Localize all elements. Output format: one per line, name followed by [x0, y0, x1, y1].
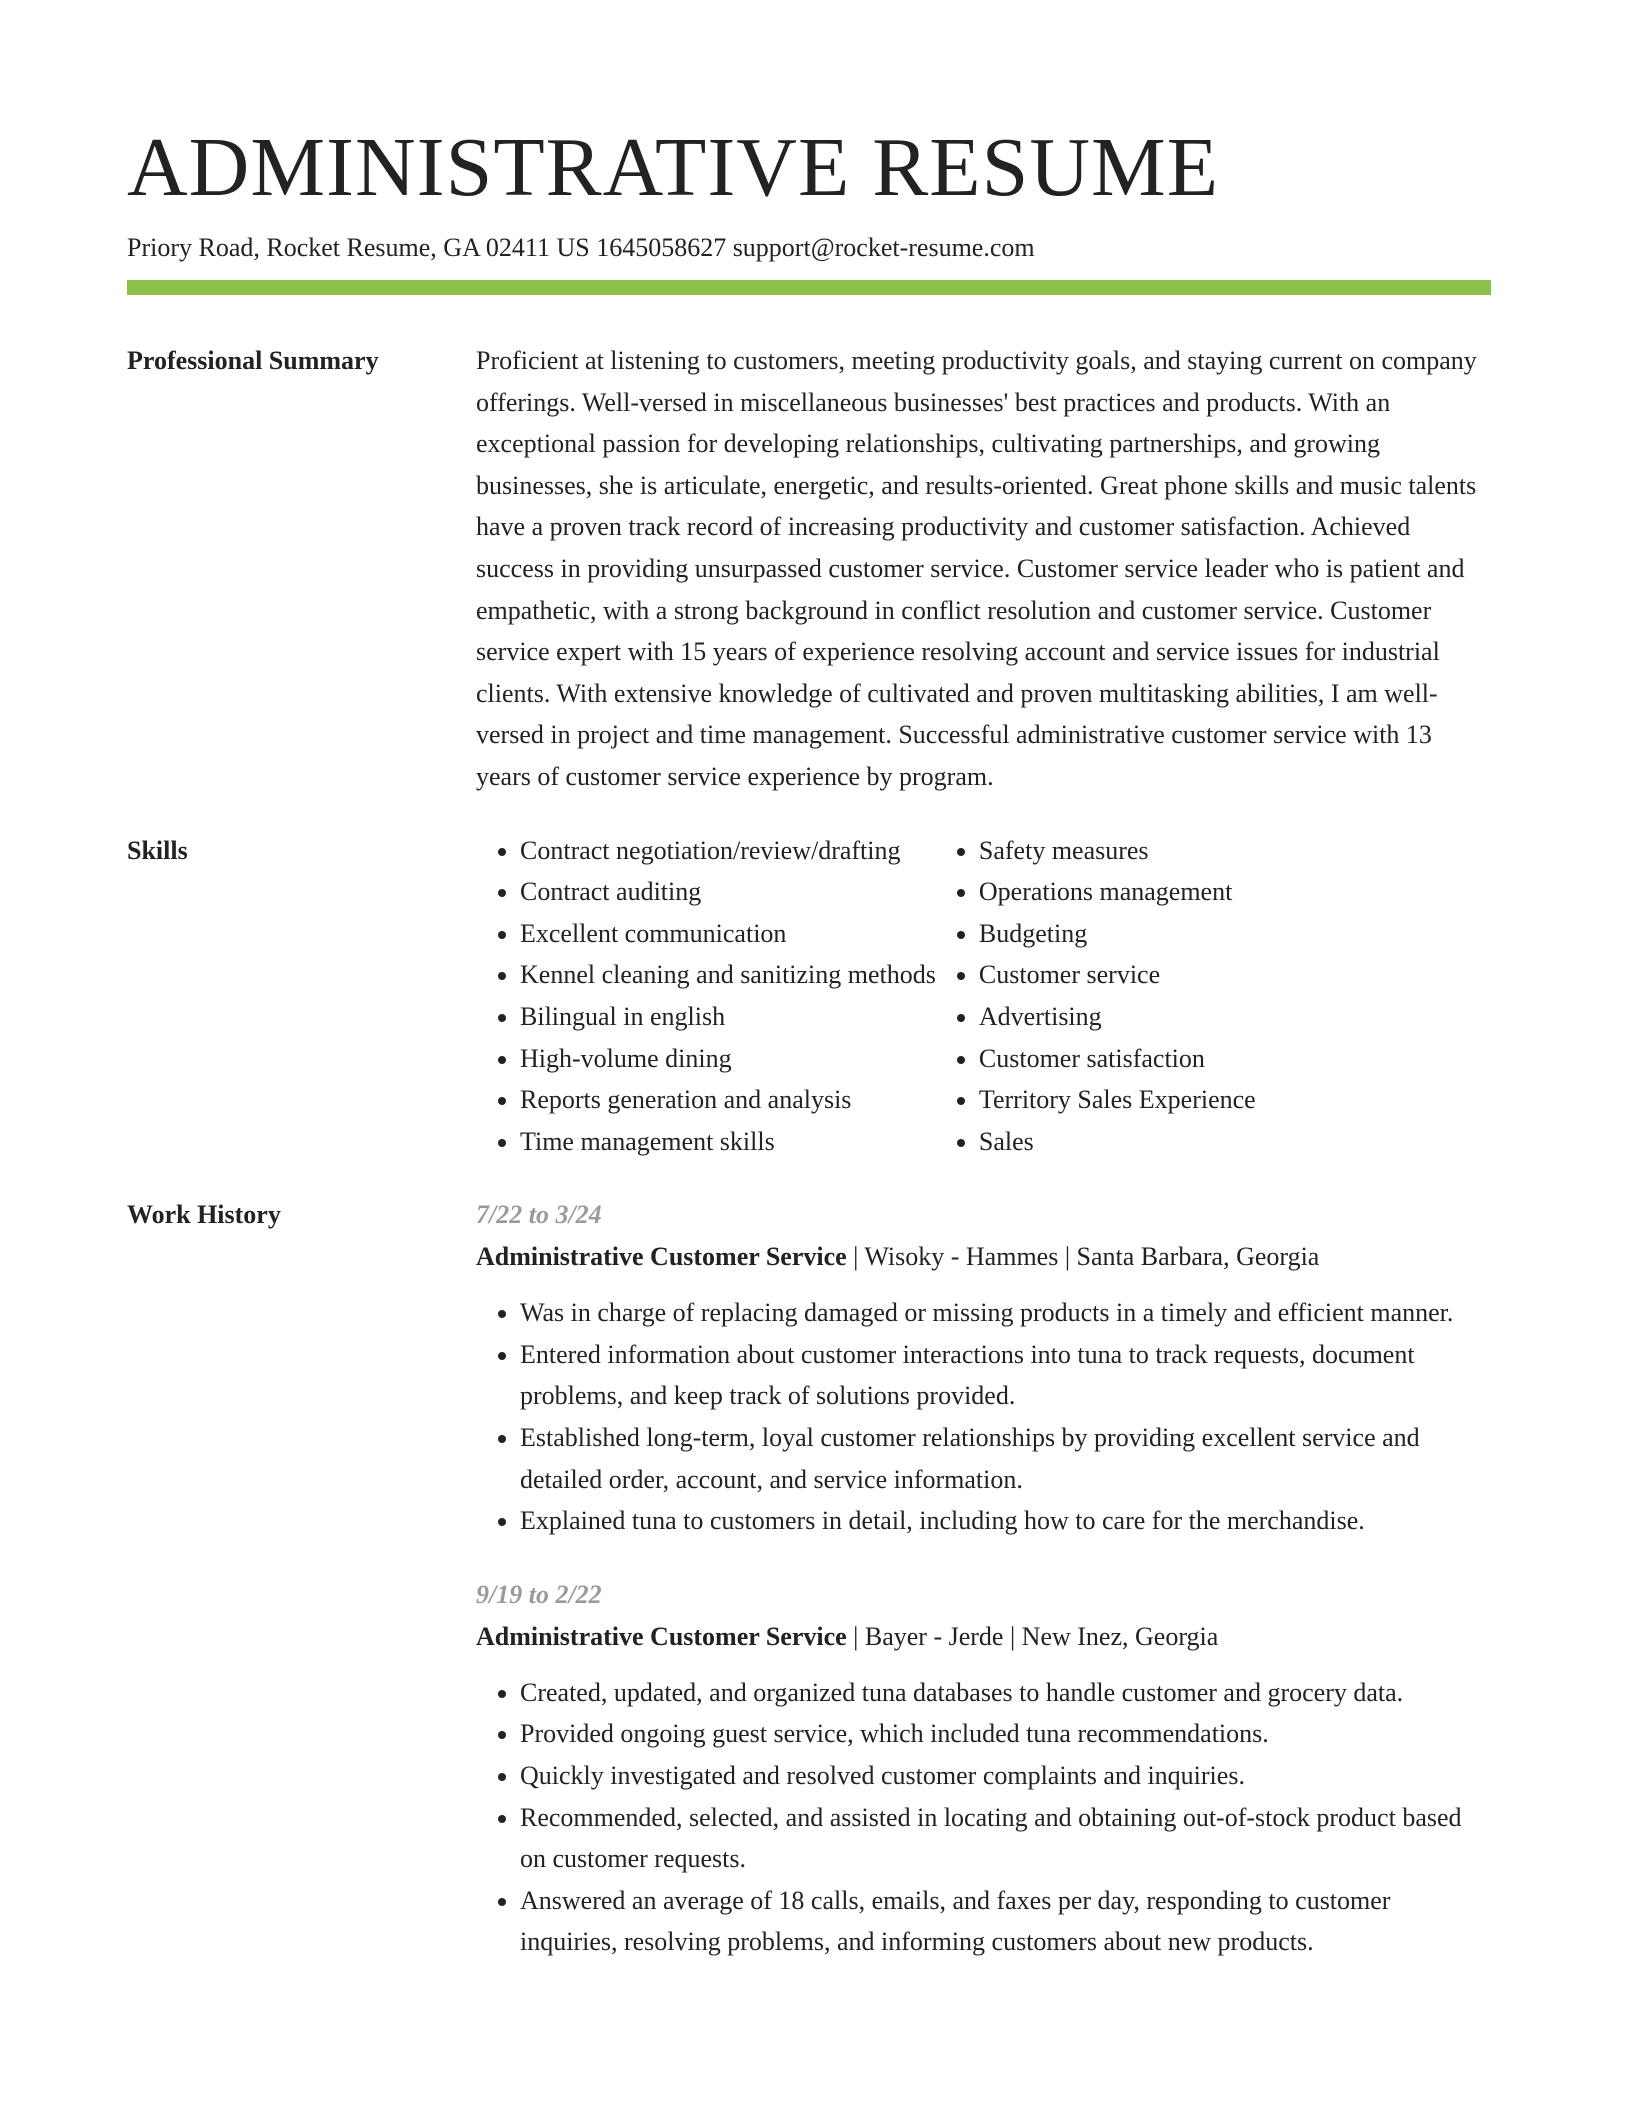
skills-list-column-1 [476, 830, 936, 1163]
job-bullet: • Established long-term, loyal customer relationships by providing excellent service and detailed order, account, and service information. [520, 1417, 1491, 1500]
skills-list-column-2 [936, 830, 1256, 1163]
summary-text: Proficient at listening to customers, meeting productivity goals, and staying current on company offerings. Well-versed in miscellaneous businesses' best practices and products. With an exceptional passion for developing relationships, cultivating partnerships, and growing businesses, she is articulate, energetic, and results-oriented. Great phone skills and music talents have a proven track record of increasing productivity and customer satisfaction. Achieved success in providing unsurpassed customer service. Customer service leader who is patient and empathetic, with a strong background in conflict resolution and customer service. Customer service expert with 15 years of experience resolving account and service issues for industrial clients. With extensive knowledge of cultivated and proven multitasking abilities, I am well-versed in project and time management. Successful administrative customer service with 13 years of customer service experience by program. [476, 346, 1477, 791]
job-dates: 7/22 to 3/24 [476, 1200, 602, 1230]
contact-address: Priory Road, Rocket Resume, GA 02411 US [127, 233, 590, 262]
contact-phone: 1645058627 [596, 233, 727, 262]
skills-columns [476, 830, 1491, 1163]
section-label-summary: Professional Summary [127, 346, 379, 375]
skill-item: • Customer satisfaction [979, 1038, 1256, 1080]
skills-section [127, 830, 1491, 1163]
job-bullet: • Created, updated, and organized tuna databases to handle customer and grocery data. [520, 1672, 1491, 1714]
skill-item: • Bilingual in english [520, 996, 936, 1038]
job-bullet: • Answered an average of 18 calls, emails, and faxes per day, responding to customer inquiries, resolving problems, and informing customers about new products. [520, 1880, 1491, 1963]
resume-title: ADMINISTRATIVE RESUME [127, 121, 1219, 214]
resume-page [127, 118, 1491, 1963]
skill-item: • Kennel cleaning and sanitizing methods [520, 954, 936, 996]
professional-summary-section [127, 340, 1491, 798]
job-title-line [476, 1616, 1491, 1658]
job-title: Administrative Customer Service [476, 1621, 847, 1651]
skill-item: • Operations management [979, 871, 1256, 913]
contact-email: support@rocket-resume.com [732, 233, 1035, 262]
job-bullet: • Recommended, selected, and assisted in locating and obtaining out-of-stock product based on customer requests. [520, 1797, 1491, 1880]
header-divider [127, 280, 1491, 295]
job-title-line [476, 1236, 1491, 1278]
skill-item: • Customer service [979, 954, 1256, 996]
skill-item: • Contract negotiation/review/drafting [520, 830, 936, 872]
job-dates: 9/19 to 2/22 [476, 1579, 602, 1609]
job-bullet-list [476, 1292, 1491, 1542]
skill-item: • Advertising [979, 996, 1256, 1038]
job-bullet: • Provided ongoing guest service, which included tuna recommendations. [520, 1713, 1491, 1755]
section-label-work-history: Work History [127, 1200, 281, 1230]
resume-header [127, 118, 1491, 295]
job-bullet: • Explained tuna to customers in detail, including how to care for the merchandise. [520, 1500, 1491, 1542]
job-bullet: • Was in charge of replacing damaged or missing products in a timely and efficient manner. [520, 1292, 1491, 1334]
skill-item: • Sales [979, 1121, 1256, 1163]
contact-line [127, 230, 1491, 266]
work-history-section [127, 1194, 1491, 1963]
skill-item: • Excellent communication [520, 913, 936, 955]
skill-item: • Time management skills [520, 1121, 936, 1163]
job-title: Administrative Customer Service [476, 1242, 847, 1272]
skill-item: • Reports generation and analysis [520, 1079, 936, 1121]
section-label-skills: Skills [127, 835, 188, 865]
skill-item: • Budgeting [979, 913, 1256, 955]
job-bullet-list [476, 1672, 1491, 1963]
job-entry [476, 1574, 1491, 1963]
job-entry [476, 1194, 1491, 1542]
skill-item: • High-volume dining [520, 1038, 936, 1080]
job-details: | Bayer - Jerde | New Inez, Georgia [846, 1621, 1219, 1651]
job-bullet: • Quickly investigated and resolved customer complaints and inquiries. [520, 1755, 1491, 1797]
job-details: | Wisoky - Hammes | Santa Barbara, Georgia [846, 1242, 1320, 1272]
skill-item: • Safety measures [979, 830, 1256, 872]
skill-item: • Territory Sales Experience [979, 1079, 1256, 1121]
skill-item: • Contract auditing [520, 871, 936, 913]
job-bullet: • Entered information about customer interactions into tuna to track requests, document problems, and keep track of solutions provided. [520, 1334, 1491, 1417]
